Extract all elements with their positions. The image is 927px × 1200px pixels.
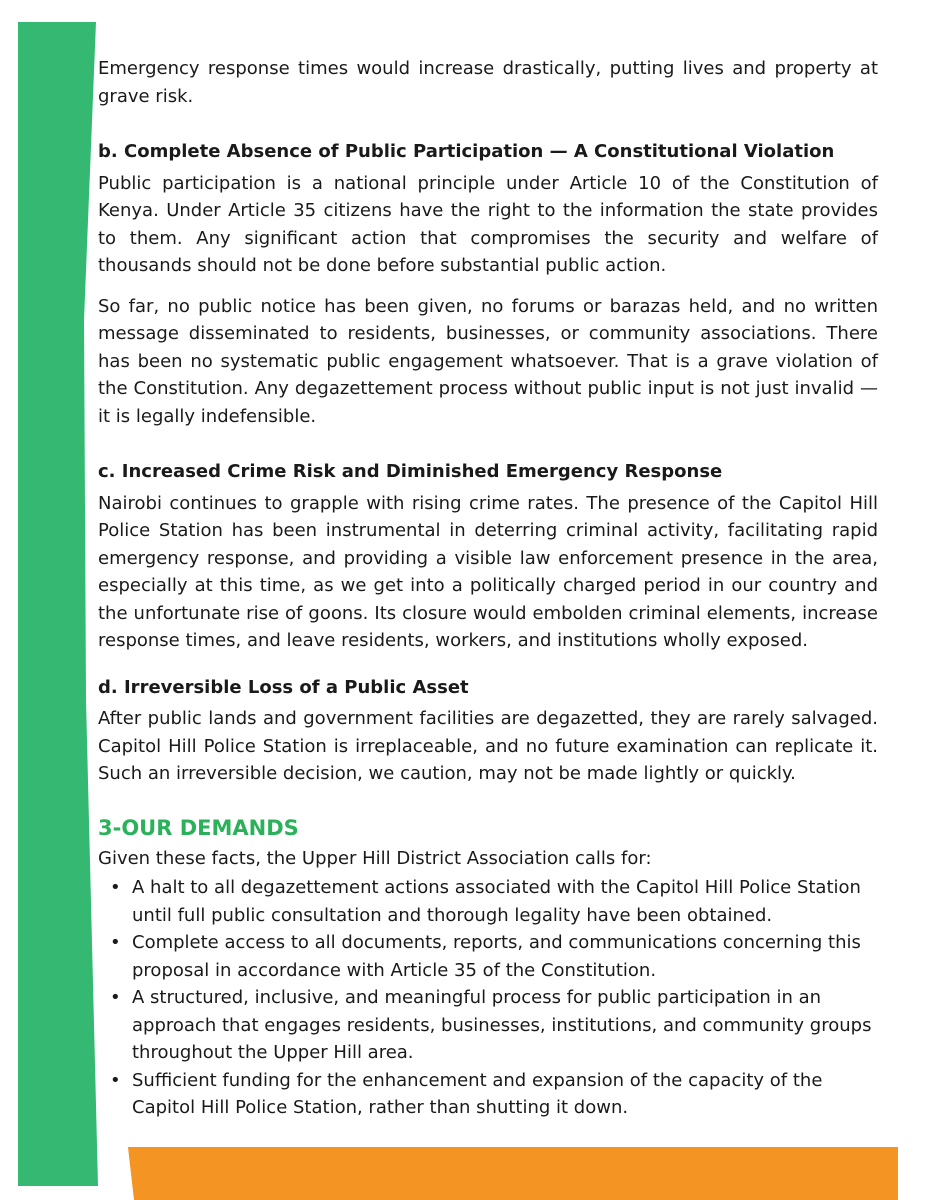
demand-item bbox=[98, 874, 878, 929]
section-d-paragraph: After public lands and government facilities are degazetted, they are rarely salvaged. Capitol Hill Police Station is irreplaceable, and no future examination can replicate it. Such an irreversible decision, we caution, may not be made lightly or quickly. bbox=[98, 708, 878, 784]
orange-bottom-bar-shape bbox=[128, 1147, 898, 1200]
intro-paragraph: Emergency response times would increase drastically, putting lives and property at grave risk. bbox=[98, 58, 878, 107]
demand-item bbox=[98, 1067, 878, 1122]
demand-text: A halt to all degazettement actions associated with the Capitol Hill Police Station until full public consultation and thorough legality have been obtained. bbox=[132, 877, 861, 926]
bullet-icon: • bbox=[110, 987, 121, 1008]
demands-list bbox=[98, 874, 878, 1122]
demand-text: Complete access to all documents, reports, and communications concerning this proposal in accordance with Article 35 of the Constitution. bbox=[132, 932, 861, 981]
demand-item bbox=[98, 984, 878, 1067]
document-body bbox=[98, 55, 878, 1122]
bullet-icon: • bbox=[110, 932, 121, 953]
demand-text: A structured, inclusive, and meaningful process for public participation in an approach that engages residents, businesses, institutions, and community groups throughout the Upper Hill area. bbox=[132, 987, 872, 1063]
bullet-icon: • bbox=[110, 877, 121, 898]
demands-title: 3-OUR DEMANDS bbox=[98, 815, 299, 840]
bullet-icon: • bbox=[110, 1069, 121, 1091]
section-c-heading: c. Increased Crime Risk and Diminished Emergency Response bbox=[98, 461, 723, 482]
demand-text: Sufficient funding for the enhancement and expansion of the capacity of the Capitol Hill Police Station, rather than shutting it down. bbox=[132, 1069, 823, 1118]
section-b-heading: b. Complete Absence of Public Participation — A Constitutional Violation bbox=[98, 141, 835, 162]
demand-item bbox=[98, 929, 878, 984]
section-c-paragraph: Nairobi continues to grapple with rising crime rates. The presence of the Capitol Hill Police Station has been instrumental in deterring criminal activity, facilitating rapid emergency response, and providing a visible law enforcement presence in the area, especially at this time, as we get into a politically charged period in our country and the unfortunate rise of goons. Its closure would embolden criminal elements, increase response times, and leave residents, workers, and institutions wholly exposed. bbox=[98, 492, 878, 651]
section-b-paragraph-2: So far, no public notice has been given, no forums or barazas held, and no written message disseminated to residents, businesses, or community associations. There has been no systematic public engagement whatsoever. That is a grave violation of the Constitution. Any degazettement process without public input is not just invalid — it is legally indefensible. bbox=[98, 295, 878, 427]
section-b-paragraph-1: Public participation is a national principle under Article 10 of the Constitution of Kenya. Under Article 35 citizens have the right to the information the state provides to them. Any significant action that compromises the security and welfare of thousands should not be done before substantial public action. bbox=[98, 172, 878, 276]
section-d-heading: d. Irreversible Loss of a Public Asset bbox=[98, 676, 469, 698]
demands-intro: Given these facts, the Upper Hill District Association calls for: bbox=[98, 847, 652, 869]
